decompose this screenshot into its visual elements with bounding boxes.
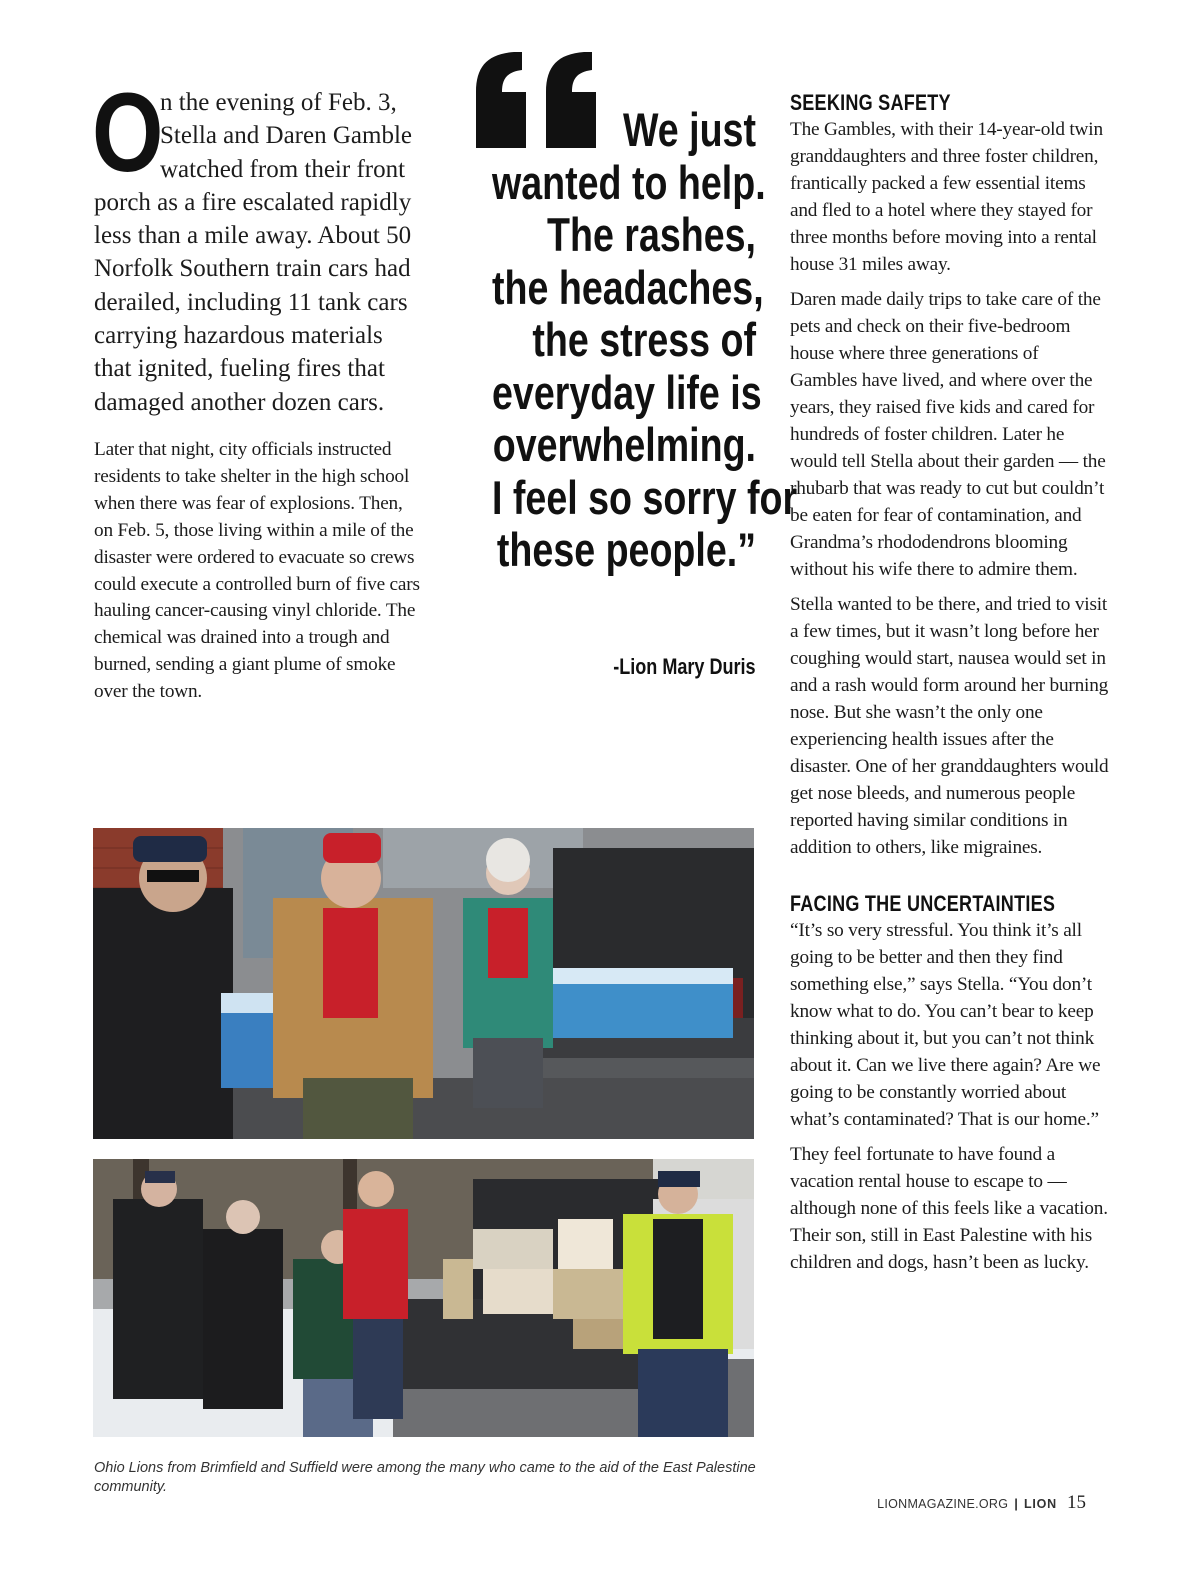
- quote-attribution: -Lion Mary Duris: [613, 654, 756, 679]
- left-column: [92, 70, 424, 706]
- paragraph-evacuation: Later that night, city officials instructed residents to take shelter in the high school when there was fear of explosions. Then, on Feb. 5, those living within a mile of the disaster were ordered to evacuate so crews could execute a controlled burn of five cars hauling cancer-causing vinyl chloride. The chemical was drained into a trough and burned, sending a giant plume of smoke over the town.: [94, 438, 420, 703]
- pull-quote-text: [492, 103, 798, 577]
- section-facing-uncertainties: [790, 917, 1110, 1276]
- drop-cap: O: [92, 70, 164, 195]
- quote-line: The rashes,: [547, 208, 756, 261]
- photo-caption: Ohio Lions from Brimfield and Suffield were among the many who came to the aid of the East Palestine community.: [94, 1460, 756, 1495]
- quote-line: overwhelming.: [492, 418, 756, 471]
- page-number: 15: [1067, 1492, 1086, 1513]
- quote-line: everyday life is: [492, 365, 762, 419]
- paragraph: They feel fortunate to have found a vacation rental house to escape to — although none of this feels like a vacation. Their son, still in East Palestine with his children and dogs, hasn’t been as lucky.: [790, 1144, 1108, 1273]
- quote-line: wanted to help.: [492, 155, 766, 209]
- section-heading-facing-uncertainties: FACING THE UNCERTAINTIES: [790, 891, 1056, 916]
- right-column: [790, 90, 1110, 1276]
- photo-water-delivery-image: [93, 828, 754, 1139]
- quote-line: these people.”: [496, 523, 756, 576]
- footer-separator: |: [1014, 1496, 1018, 1511]
- lead-paragraph: [92, 70, 424, 419]
- lead-text: n the evening of Feb. 3, Stella and Daren Gamble watched from their front porch as a fire escalated rapidly less than a mile away. About 50 Norfolk Southern train cars had derailed, including 11 tank cars carrying hazardous materials that ignited, fueling fires that damaged another dozen cars.: [94, 89, 412, 416]
- quote-line: I feel so sorry for: [492, 470, 798, 524]
- photo-water-delivery: [93, 828, 754, 1139]
- section-heading-seeking-safety: SEEKING SAFETY: [790, 90, 951, 115]
- section-seeking-safety: [790, 116, 1110, 861]
- paragraph: The Gambles, with their 14-year-old twin granddaughters and three foster children, frantically packed a few essential items and fled to a hotel where they stayed for three months before moving into a rental house 31 miles away.: [790, 119, 1103, 275]
- page-footer: [877, 1492, 1086, 1514]
- paragraph: Daren made daily trips to take care of the pets and check on their five-bedroom house where three generations of Gambles have lived, and where over the years, they raised five kids and cared for hundreds of foster children. Later he would tell Stella about their garden — the rhubarb that was ready to cut but couldn’t be eaten for fear of contamination, and Grandma’s rhododendrons blooming without his wife there to admire them.: [790, 289, 1106, 580]
- footer-magazine-name: LION: [1023, 1497, 1057, 1511]
- quote-line: the stress of: [532, 313, 756, 366]
- quote-line: the headaches,: [492, 260, 764, 314]
- footer-website: LIONMAGAZINE.ORG: [877, 1497, 1009, 1511]
- photo-lions-group: [93, 1159, 754, 1437]
- quote-line: We just: [622, 103, 756, 156]
- paragraph: Stella wanted to be there, and tried to visit a few times, but it wasn’t long before her coughing would start, nausea would set in and a rash would form around her burning nose. But she wasn’t the only one experiencing health issues after the disaster. One of her granddaughters would get nose bleeds, and numerous people reported having similar conditions in addition to others, like migraines.: [790, 594, 1109, 858]
- paragraph: “It’s so very stressful. You think it’s all going to be better and then they find something else,” says Stella. “You don’t know what to do. You can’t bear to keep thinking about it, but you can’t not think about it. Can we live there again? Are we going to be constantly worried about what’s contaminated? That is our home.”: [790, 920, 1101, 1130]
- photo-lions-group-image: [93, 1159, 754, 1437]
